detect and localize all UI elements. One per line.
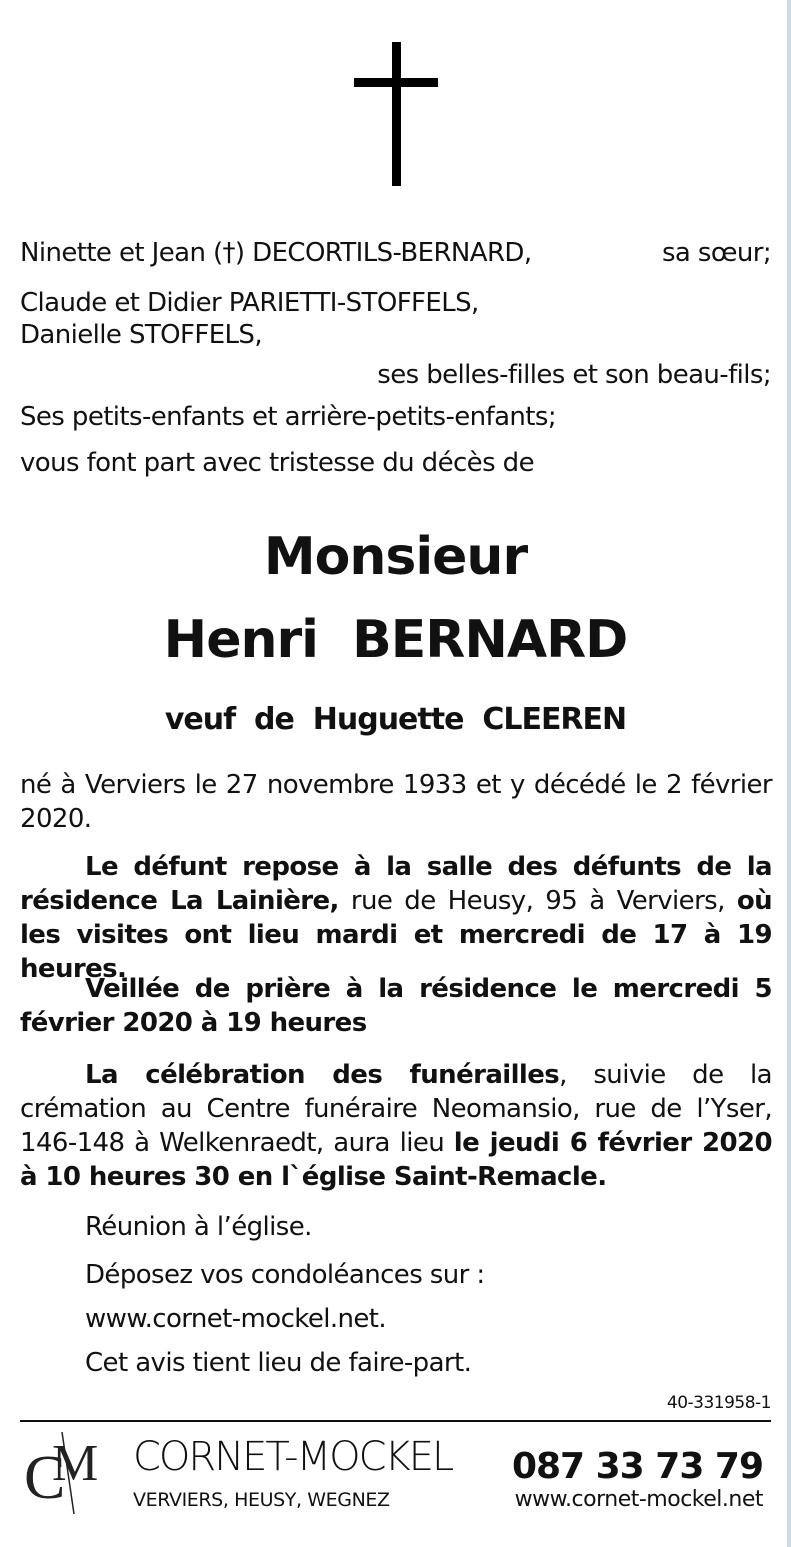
condolences-line: Déposez vos condoléances sur : (85, 1260, 485, 1290)
birth-death-paragraph: né à Verviers le 27 novembre 1933 et y décédé le 2 février 2020. (20, 770, 772, 834)
family-line-1 (20, 238, 771, 268)
visit-paragraph (20, 850, 772, 986)
website-link[interactable]: www.cornet-mockel.net. (85, 1304, 387, 1334)
family-line-3: Danielle STOFFELS, (20, 320, 263, 350)
footer-divider (20, 1420, 771, 1422)
funeral-bold-1: La célébration des funérailles (85, 1060, 560, 1090)
logo-letter-c: C (24, 1444, 66, 1512)
deceased-spouse: veuf de Huguette CLEEREN (164, 702, 627, 737)
deceased-honorific: Monsieur (263, 527, 528, 587)
family-line-grandchildren: Ses petits-enfants et arrière-petits-enfants; (20, 402, 556, 432)
visit-bold-2: où les visites ont lieu mardi et mercredi de 17 à 19 heures. (20, 886, 772, 984)
deceased-name: Henri BERNARD (163, 610, 628, 670)
vigil-text: Veillée de prière à la résidence le mercredi 5 février 2020 à 19 heures (20, 974, 772, 1038)
notice-line: Cet avis tient lieu de faire-part. (85, 1348, 472, 1378)
funeral-details: , suivie de la crémation au Centre funéraire Neomansio, rue de l’Yser, 146-148 à Welkenraedt, aura lieu (20, 1060, 772, 1158)
cross-icon (354, 42, 438, 186)
logo-letter-m: M (52, 1435, 99, 1492)
right-border (787, 0, 791, 1547)
cornet-mockel-logo (22, 1428, 122, 1518)
funeral-bold-2: le jeudi 6 février 2020 à 10 heures 30 en l`église Saint-Remacle. (20, 1128, 772, 1192)
phone-number[interactable]: 087 33 73 79 (511, 1446, 763, 1487)
meeting-line: Réunion à l’église. (85, 1212, 312, 1242)
vigil-paragraph (20, 972, 772, 1040)
sister-name: Ninette et Jean (†) DECORTILS-BERNARD, (20, 238, 532, 268)
announcement-line: vous font part avec tristesse du décès de (20, 448, 534, 478)
visit-address: rue de Heusy, 95 à Verviers, (338, 886, 737, 916)
brand-name: CORNET-MOCKEL (133, 1434, 453, 1480)
sister-relation: sa sœur; (661, 238, 771, 268)
funeral-paragraph (20, 1058, 772, 1194)
footer-website[interactable]: www.cornet-mockel.net (514, 1487, 763, 1512)
locations: VERVIERS, HEUSY, WEGNEZ (133, 1489, 390, 1511)
family-relation-children: ses belles-filles et son beau-fils; (377, 360, 771, 390)
reference-number: 40-331958-1 (666, 1393, 771, 1413)
family-line-2: Claude et Didier PARIETTI-STOFFELS, (20, 288, 479, 318)
visit-bold-1: Le défunt repose à la salle des défunts de la résidence La Lainière, (20, 852, 772, 916)
